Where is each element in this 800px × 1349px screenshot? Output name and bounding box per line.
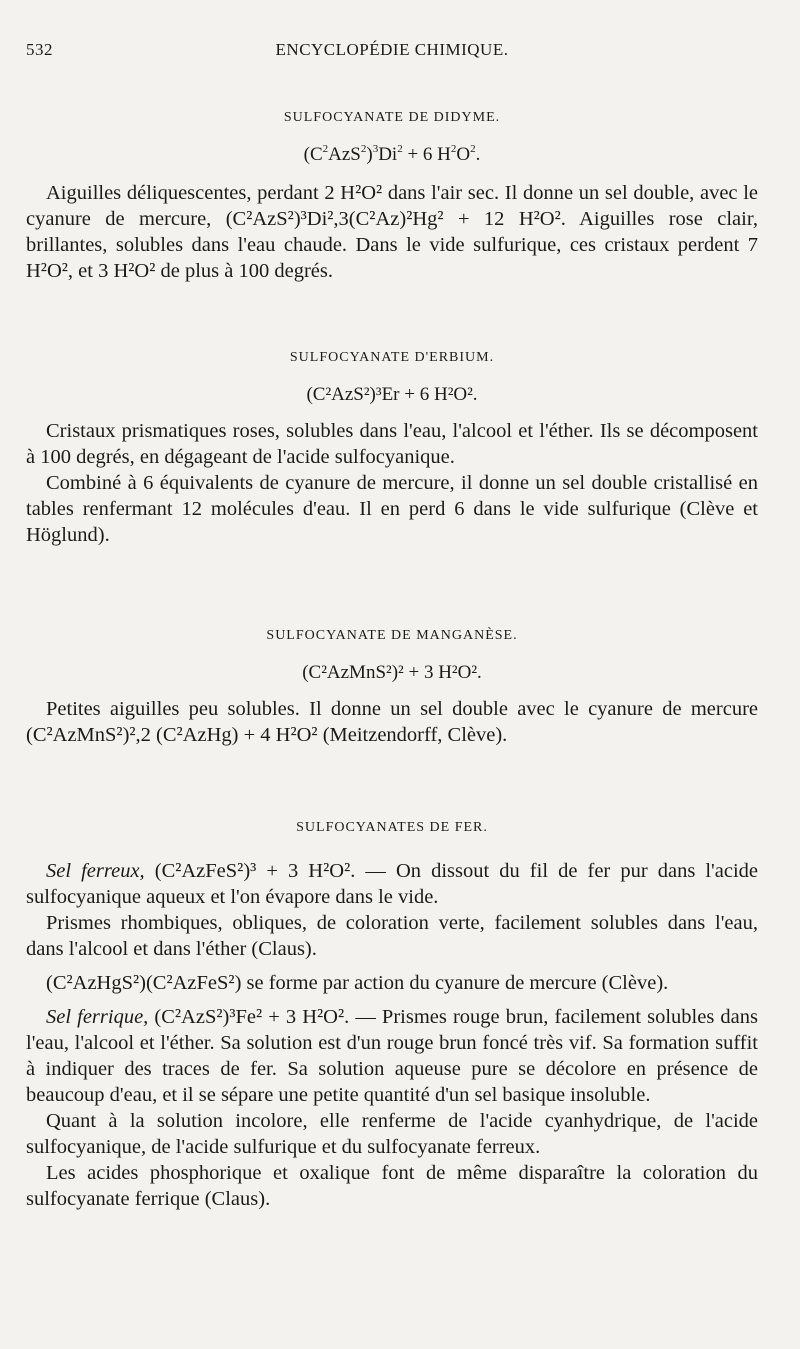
paragraph-text: (C²AzFeS²)³ + 3 H²O². — On dissout du fil de fer pur dans l'acide sulfocyanique aqueux et l'on évapore dans le vide. — [26, 860, 758, 908]
paragraph: Aiguilles déliquescentes, perdant 2 H²O² dans l'air sec. Il donne un sel double, avec le cyanure de mercure, (C²AzS²)³Di²,3(C²Az)²Hg² + 12 H²O². Aiguilles rose clair, brillantes, solubles dans l'eau chaude. Dans le vide sulfurique, ces cristaux perdent 7 H²O², et 3 H²O² de plus à 100 degrés. — [26, 182, 758, 282]
section-title: SULFOCYANATES DE FER. — [296, 820, 488, 835]
sel-ferrique-label: Sel ferrique, — [46, 1006, 149, 1028]
page-header — [26, 40, 758, 66]
didyme-formula: $(C^2AzS^2)^3Di^2 + 6$ $H^2O^2$. — [303, 143, 481, 165]
section-manganese — [26, 628, 758, 748]
section-erbium — [26, 350, 758, 548]
paragraph: Les acides phosphorique et oxalique font de même disparaître la coloration du sulfocyanate ferrique (Claus). — [26, 1162, 758, 1210]
paragraph: Cristaux prismatiques roses, solubles dans l'eau, l'alcool et l'éther. Ils se décomposent à 100 degrés, en dégageant de l'acide sulfocyanique. — [26, 420, 758, 468]
paragraph: Combiné à 6 équivalents de cyanure de mercure, il donne un sel double cristallisé en tables renfermant 12 molécules d'eau. Il en perd 6 dans le vide sulfurique (Clève et Höglund). — [26, 472, 758, 546]
sel-ferreux-label: Sel ferreux, — [46, 860, 145, 882]
page-number: 532 — [26, 40, 53, 59]
section-title: SULFOCYANATE DE MANGANÈSE. — [266, 628, 518, 643]
paragraph — [26, 1004, 758, 1108]
running-title: ENCYCLOPÉDIE CHIMIQUE. — [275, 40, 509, 59]
section-didyme — [26, 110, 758, 284]
paragraph-text: (C²AzS²)³Fe² + 3 H²O². — Prismes rouge brun, facilement solubles dans l'eau, l'alcool et l'éther. Sa solution est d'un rouge brun foncé très vif. Sa formation suffit à indiquer des traces de fer. Sa solution aqueuse pure se décolore en présence de beaucoup d'eau, et il se sépare une petite quantité d'un sel basique insoluble. — [26, 1006, 758, 1106]
paragraph: Quant à la solution incolore, elle renferme de l'acide cyanhydrique, de l'acide sulfocyanique, de l'acide sulfurique et du sulfocyanate ferreux. — [26, 1110, 758, 1158]
paragraph: Prismes rhombiques, obliques, de coloration verte, facilement solubles dans l'eau, dans l'alcool et dans l'éther (Claus). — [26, 912, 758, 960]
section-title: SULFOCYANATE D'ERBIUM. — [289, 350, 495, 365]
paragraph: Petites aiguilles peu solubles. Il donne un sel double avec le cyanure de mercure (C²AzMnS²)²,2 (C²AzHg) + 4 H²O² (Meitzendorff, Clève). — [26, 698, 758, 746]
section-formula: (C²AzS²)³Er + 6 H²O². — [306, 384, 478, 405]
paragraph: (C²AzHgS²)(C²AzFeS²) se forme par action du cyanure de mercure (Clève). — [46, 972, 669, 994]
paragraph — [26, 858, 758, 910]
section-title: SULFOCYANATE DE DIDYME. — [283, 110, 501, 125]
section-fer — [26, 820, 758, 1212]
section-formula: (C²AzMnS²)² + 3 H²O². — [302, 662, 482, 683]
